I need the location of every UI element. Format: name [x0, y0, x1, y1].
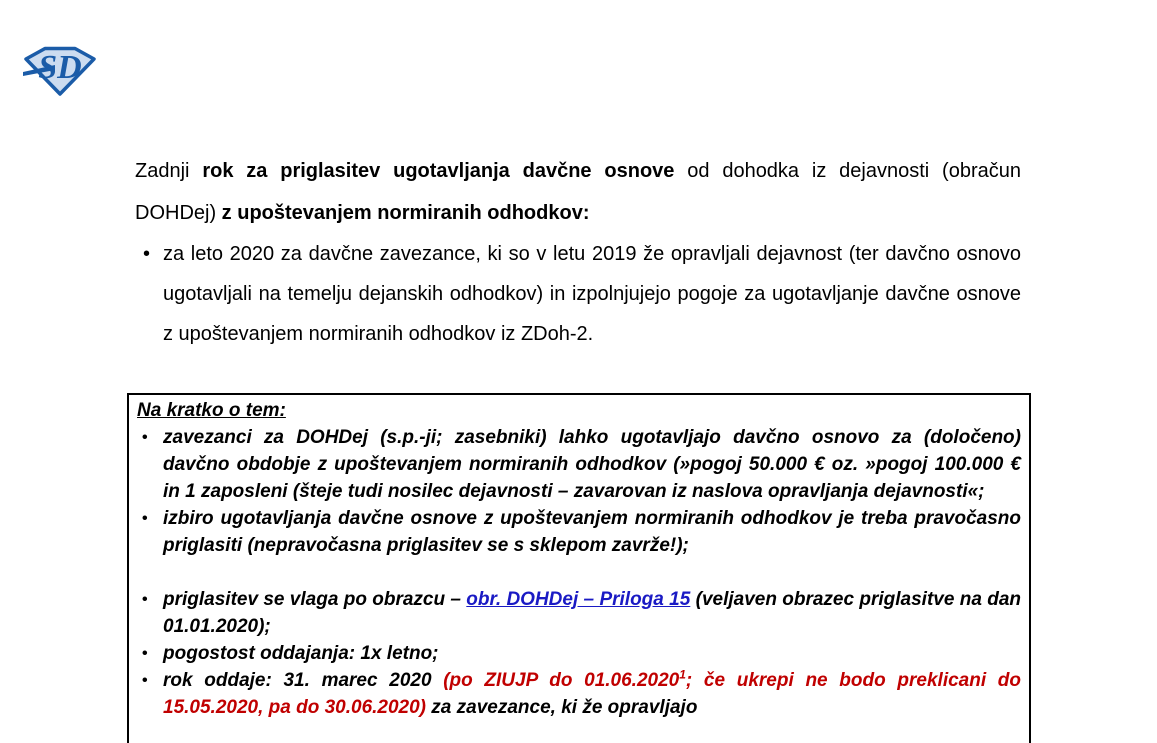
logo-letters: SD [38, 49, 82, 86]
text-run: rok za priglasitev ugotavljanja davčne osnove [202, 160, 675, 182]
summary-bullet-text [163, 589, 1021, 637]
text-run: z upoštevanjem normiranih odhodkov: [221, 202, 590, 224]
text-run: izbiro ugotavljanja davčne osnove z upoštevanjem normiranih odhodkov je treba pravočasno priglasiti (nepravočasna priglasitev se s sklepom zavrže!); [163, 508, 1021, 556]
summary-bullet-item [137, 667, 1021, 721]
footnote-ref: 1 [679, 667, 686, 682]
summary-bullet-text [163, 508, 1021, 556]
summary-box-title: Na kratko o tem: [137, 400, 286, 421]
summary-bullet-item [137, 586, 1021, 640]
summary-box [127, 393, 1031, 743]
bullet-marker: • [142, 672, 148, 689]
text-run: zavezanci za DOHDej (s.p.-ji; zasebniki) lahko ugotavljajo davčno osnovo za (določeno) davčno obdobje z upoštevanjem normiranih odhodkov (»pogoj 50.000 € oz. »pogoj 100.000 € in 1 zaposleni (šteje tudi nosilec dejavnosti – zavarovan iz naslova opravljanja dejavnosti«; [163, 427, 1021, 502]
text-run: (po ZIUJP do 01.06.2020 [443, 670, 680, 691]
summary-bullet-list [137, 424, 1021, 721]
text-run: (veljaven obrazec priglasitve na dan 01.01.2020); [163, 589, 1022, 637]
text-run: priglasitev se vlaga po obrazcu – [163, 589, 467, 610]
company-logo [21, 45, 99, 97]
summary-bullet-item [137, 640, 1021, 667]
text-run: rok oddaje: 31. marec 2020 [163, 670, 444, 691]
summary-bullet-text [163, 667, 1022, 718]
intro-bullet-item [135, 234, 1021, 354]
intro-bullet-text: za leto 2020 za davčne zavezance, ki so v letu 2019 že opravljali dejavnost (ter davčno osnovo ugotavljali na temelju dejanskih odhodkov) in izpolnjujejo pogoje za ugotavljanje davčne osnove z upoštevanjem normiranih odhodkov iz ZDoh-2. [163, 243, 1021, 345]
text-run: od dohodka iz dejavnosti (obračun DOHDej) [135, 160, 1021, 224]
text-run: ; če ukrepi ne bodo preklicani do 15.05.2020, pa do 30.06.2020) [163, 670, 1022, 718]
intro-paragraph [135, 150, 1021, 234]
bullet-marker: • [142, 510, 148, 527]
bullet-marker: • [142, 645, 148, 662]
sd-shield-icon [21, 45, 99, 97]
text-run: za zavezance, ki že opravljajo [426, 697, 698, 718]
text-run: Zadnji [135, 160, 203, 182]
bullet-marker: • [143, 243, 151, 265]
dohdej-priloga15-link[interactable]: obr. DOHDej – Priloga 15 [466, 589, 691, 610]
intro-bullet-list [135, 234, 1021, 354]
summary-bullet-item [137, 424, 1021, 505]
bullet-marker: • [142, 429, 148, 446]
blank-line [137, 559, 1021, 586]
summary-bullet-text [163, 643, 439, 664]
summary-bullet-item [137, 505, 1021, 559]
summary-bullet-text [163, 427, 1021, 502]
document-content [135, 150, 1021, 354]
bullet-marker: • [142, 591, 148, 608]
text-run: pogostost oddajanja: 1x letno; [163, 643, 439, 664]
